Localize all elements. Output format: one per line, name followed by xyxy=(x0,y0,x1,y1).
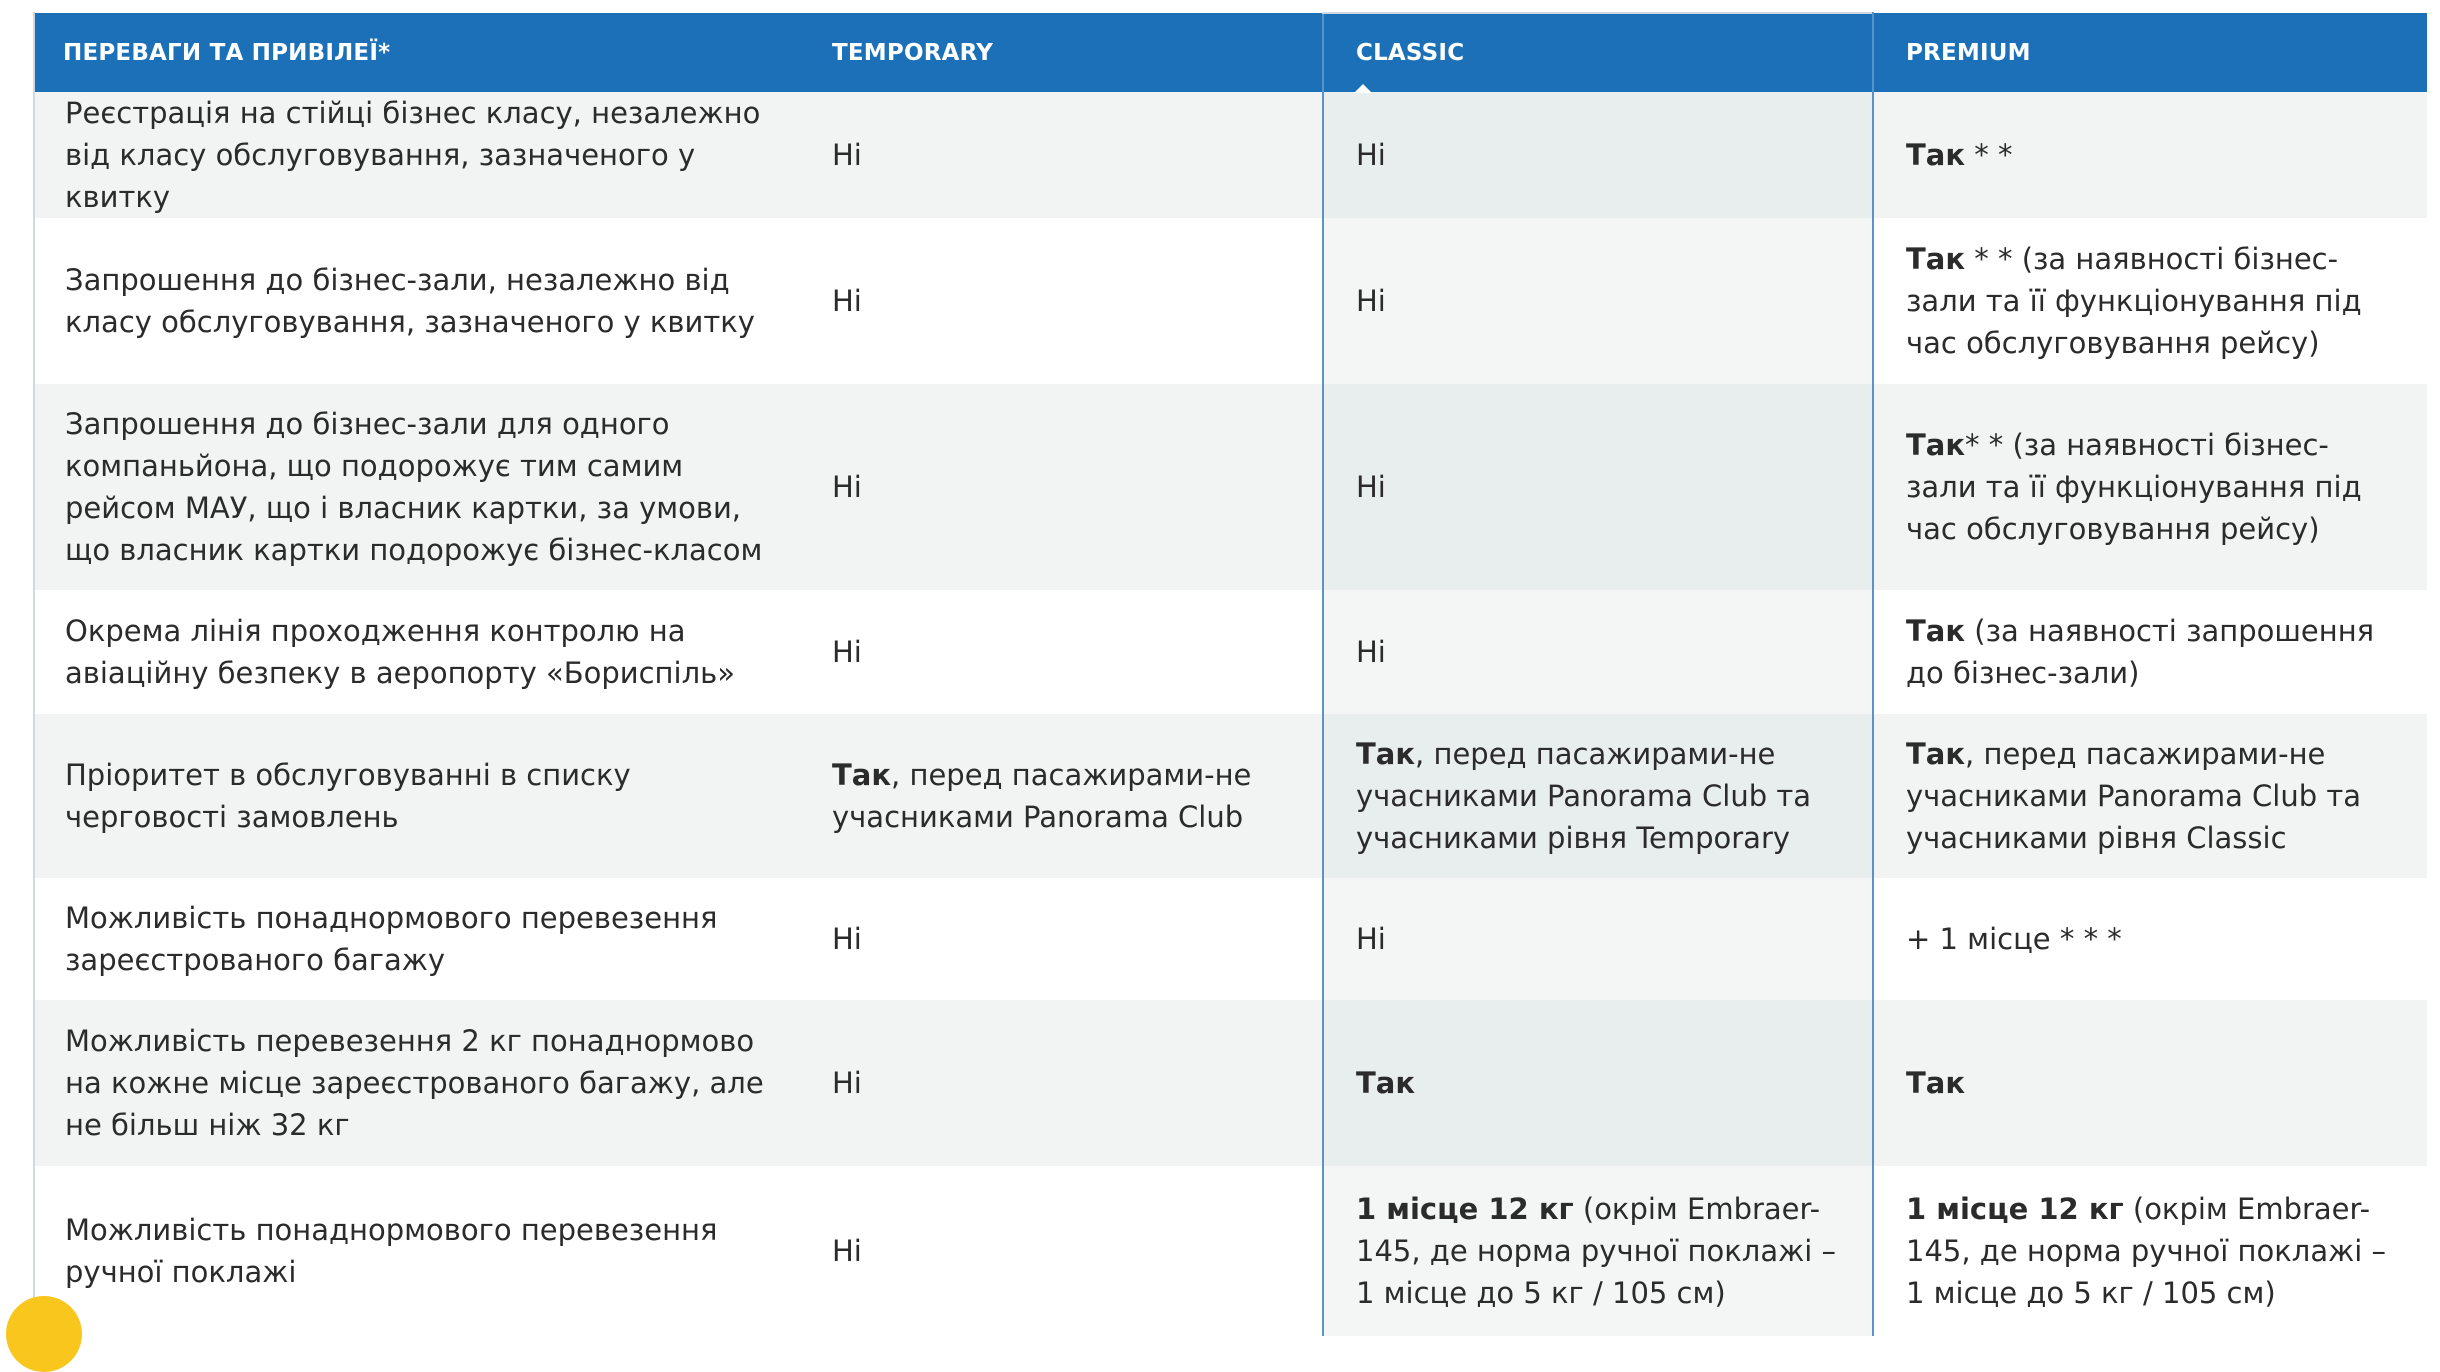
temporary-cell xyxy=(797,1000,1323,1166)
temporary-cell xyxy=(797,1166,1323,1336)
value-text: , перед пасажирами-не учасниками Panorama Club та учасниками рівня Temporary xyxy=(1356,737,1812,855)
premium-cell xyxy=(1873,714,2427,878)
value-bold: Так xyxy=(1906,242,1966,276)
value-bold: Так xyxy=(1356,737,1416,771)
value-text: * * (за наявності бізнес-зали та її функціонування під час обслуговування рейсу) xyxy=(1906,242,2362,360)
value-text: Ні xyxy=(832,138,862,172)
premium-cell xyxy=(1873,384,2427,590)
classic-cell xyxy=(1323,218,1873,384)
value-bold: Так xyxy=(1906,1066,1966,1100)
table-row xyxy=(35,92,2427,218)
value-bold: Так xyxy=(1906,614,1966,648)
value-text: Ні xyxy=(1356,470,1386,504)
classic-cell xyxy=(1323,878,1873,1000)
classic-cell xyxy=(1323,714,1873,878)
value-text: (окрім Embraer-145, де норма ручної поклажі – 1 місце до 5 кг / 105 см) xyxy=(1356,1192,1836,1310)
floating-help-badge[interactable] xyxy=(6,1296,82,1372)
table-row xyxy=(35,218,2427,384)
benefit-cell: Запрошення до бізнес-зали, незалежно від класу обслуговування, зазначеного у квитку xyxy=(35,218,797,384)
classic-cell xyxy=(1323,1166,1873,1336)
value-text: (окрім Embraer-145, де норма ручної поклажі – 1 місце до 5 кг / 105 см) xyxy=(1906,1192,2386,1310)
value-bold: Так xyxy=(1906,138,1966,172)
value-text: (за наявності запрошення до бізнес-зали) xyxy=(1906,614,2375,690)
value-text: , перед пасажирами-не учасниками Panorama Club xyxy=(832,758,1252,834)
benefit-cell: Окрема лінія проходження контролю на авіаційну безпеку в аеропорту «Бориспіль» xyxy=(35,590,797,714)
value-bold: Так xyxy=(832,758,892,792)
premium-cell xyxy=(1873,1166,2427,1336)
value-text: Ні xyxy=(832,922,862,956)
premium-cell xyxy=(1873,878,2427,1000)
benefit-cell: Реєстрація на стійці бізнес класу, незалежно від класу обслуговування, зазначеного у квитку xyxy=(35,92,797,218)
benefit-cell: Пріоритет в обслуговуванні в списку черговості замовлень xyxy=(35,714,797,878)
premium-cell xyxy=(1873,92,2427,218)
header-classic[interactable]: CLASSIC xyxy=(1323,13,1873,92)
benefits-table xyxy=(35,12,2427,1336)
header-premium[interactable]: PREMIUM xyxy=(1873,13,2427,92)
table-row xyxy=(35,384,2427,590)
classic-cell xyxy=(1323,590,1873,714)
benefit-cell: Можливість понаднормового перевезення зареєстрованого багажу xyxy=(35,878,797,1000)
value-text: + 1 місце * * * xyxy=(1906,922,2122,956)
value-text: Ні xyxy=(1356,635,1386,669)
value-text: * * (за наявності бізнес-зали та її функціонування під час обслуговування рейсу) xyxy=(1906,428,2362,546)
classic-cell xyxy=(1323,384,1873,590)
temporary-cell xyxy=(797,384,1323,590)
value-text: Ні xyxy=(832,635,862,669)
temporary-cell xyxy=(797,92,1323,218)
benefit-cell: Запрошення до бізнес-зали для одного компаньйона, що подорожує тим самим рейсом МАУ, що і власник картки, за умови, що власник картки подорожує бізнес-класом xyxy=(35,384,797,590)
value-text: , перед пасажирами-не учасниками Panorama Club та учасниками рівня Classic xyxy=(1906,737,2362,855)
premium-cell xyxy=(1873,590,2427,714)
temporary-cell xyxy=(797,590,1323,714)
table-row xyxy=(35,714,2427,878)
header-temporary[interactable]: TEMPORARY xyxy=(797,13,1323,92)
value-text: Ні xyxy=(1356,138,1386,172)
table-row xyxy=(35,1166,2427,1336)
header-benefits: ПЕРЕВАГИ ТА ПРИВІЛЕЇ* xyxy=(35,13,797,92)
value-text: Ні xyxy=(832,1234,862,1268)
classic-cell xyxy=(1323,92,1873,218)
value-bold: Так xyxy=(1906,737,1966,771)
table-header-row xyxy=(35,13,2427,92)
table-row xyxy=(35,1000,2427,1166)
classic-cell xyxy=(1323,1000,1873,1166)
value-text: Ні xyxy=(832,284,862,318)
value-text: Ні xyxy=(1356,922,1386,956)
value-bold: Так xyxy=(1356,1066,1416,1100)
value-text: Ні xyxy=(832,470,862,504)
value-bold: Так xyxy=(1906,428,1966,462)
table-row xyxy=(35,590,2427,714)
top-spacer xyxy=(33,0,2427,12)
value-text: Ні xyxy=(1356,284,1386,318)
value-text: Ні xyxy=(832,1066,862,1100)
table-row xyxy=(35,878,2427,1000)
benefit-cell: Можливість перевезення 2 кг понаднормово на кожне місце зареєстрованого багажу, але не більш ніж 32 кг xyxy=(35,1000,797,1166)
value-bold: 1 місце 12 кг xyxy=(1356,1192,1574,1226)
temporary-cell xyxy=(797,218,1323,384)
premium-cell xyxy=(1873,1000,2427,1166)
value-bold: 1 місце 12 кг xyxy=(1906,1192,2124,1226)
temporary-cell xyxy=(797,878,1323,1000)
premium-cell xyxy=(1873,218,2427,384)
value-text: * * xyxy=(1965,138,2013,172)
benefit-cell: Можливість понаднормового перевезення ручної поклажі xyxy=(35,1166,797,1336)
temporary-cell xyxy=(797,714,1323,878)
